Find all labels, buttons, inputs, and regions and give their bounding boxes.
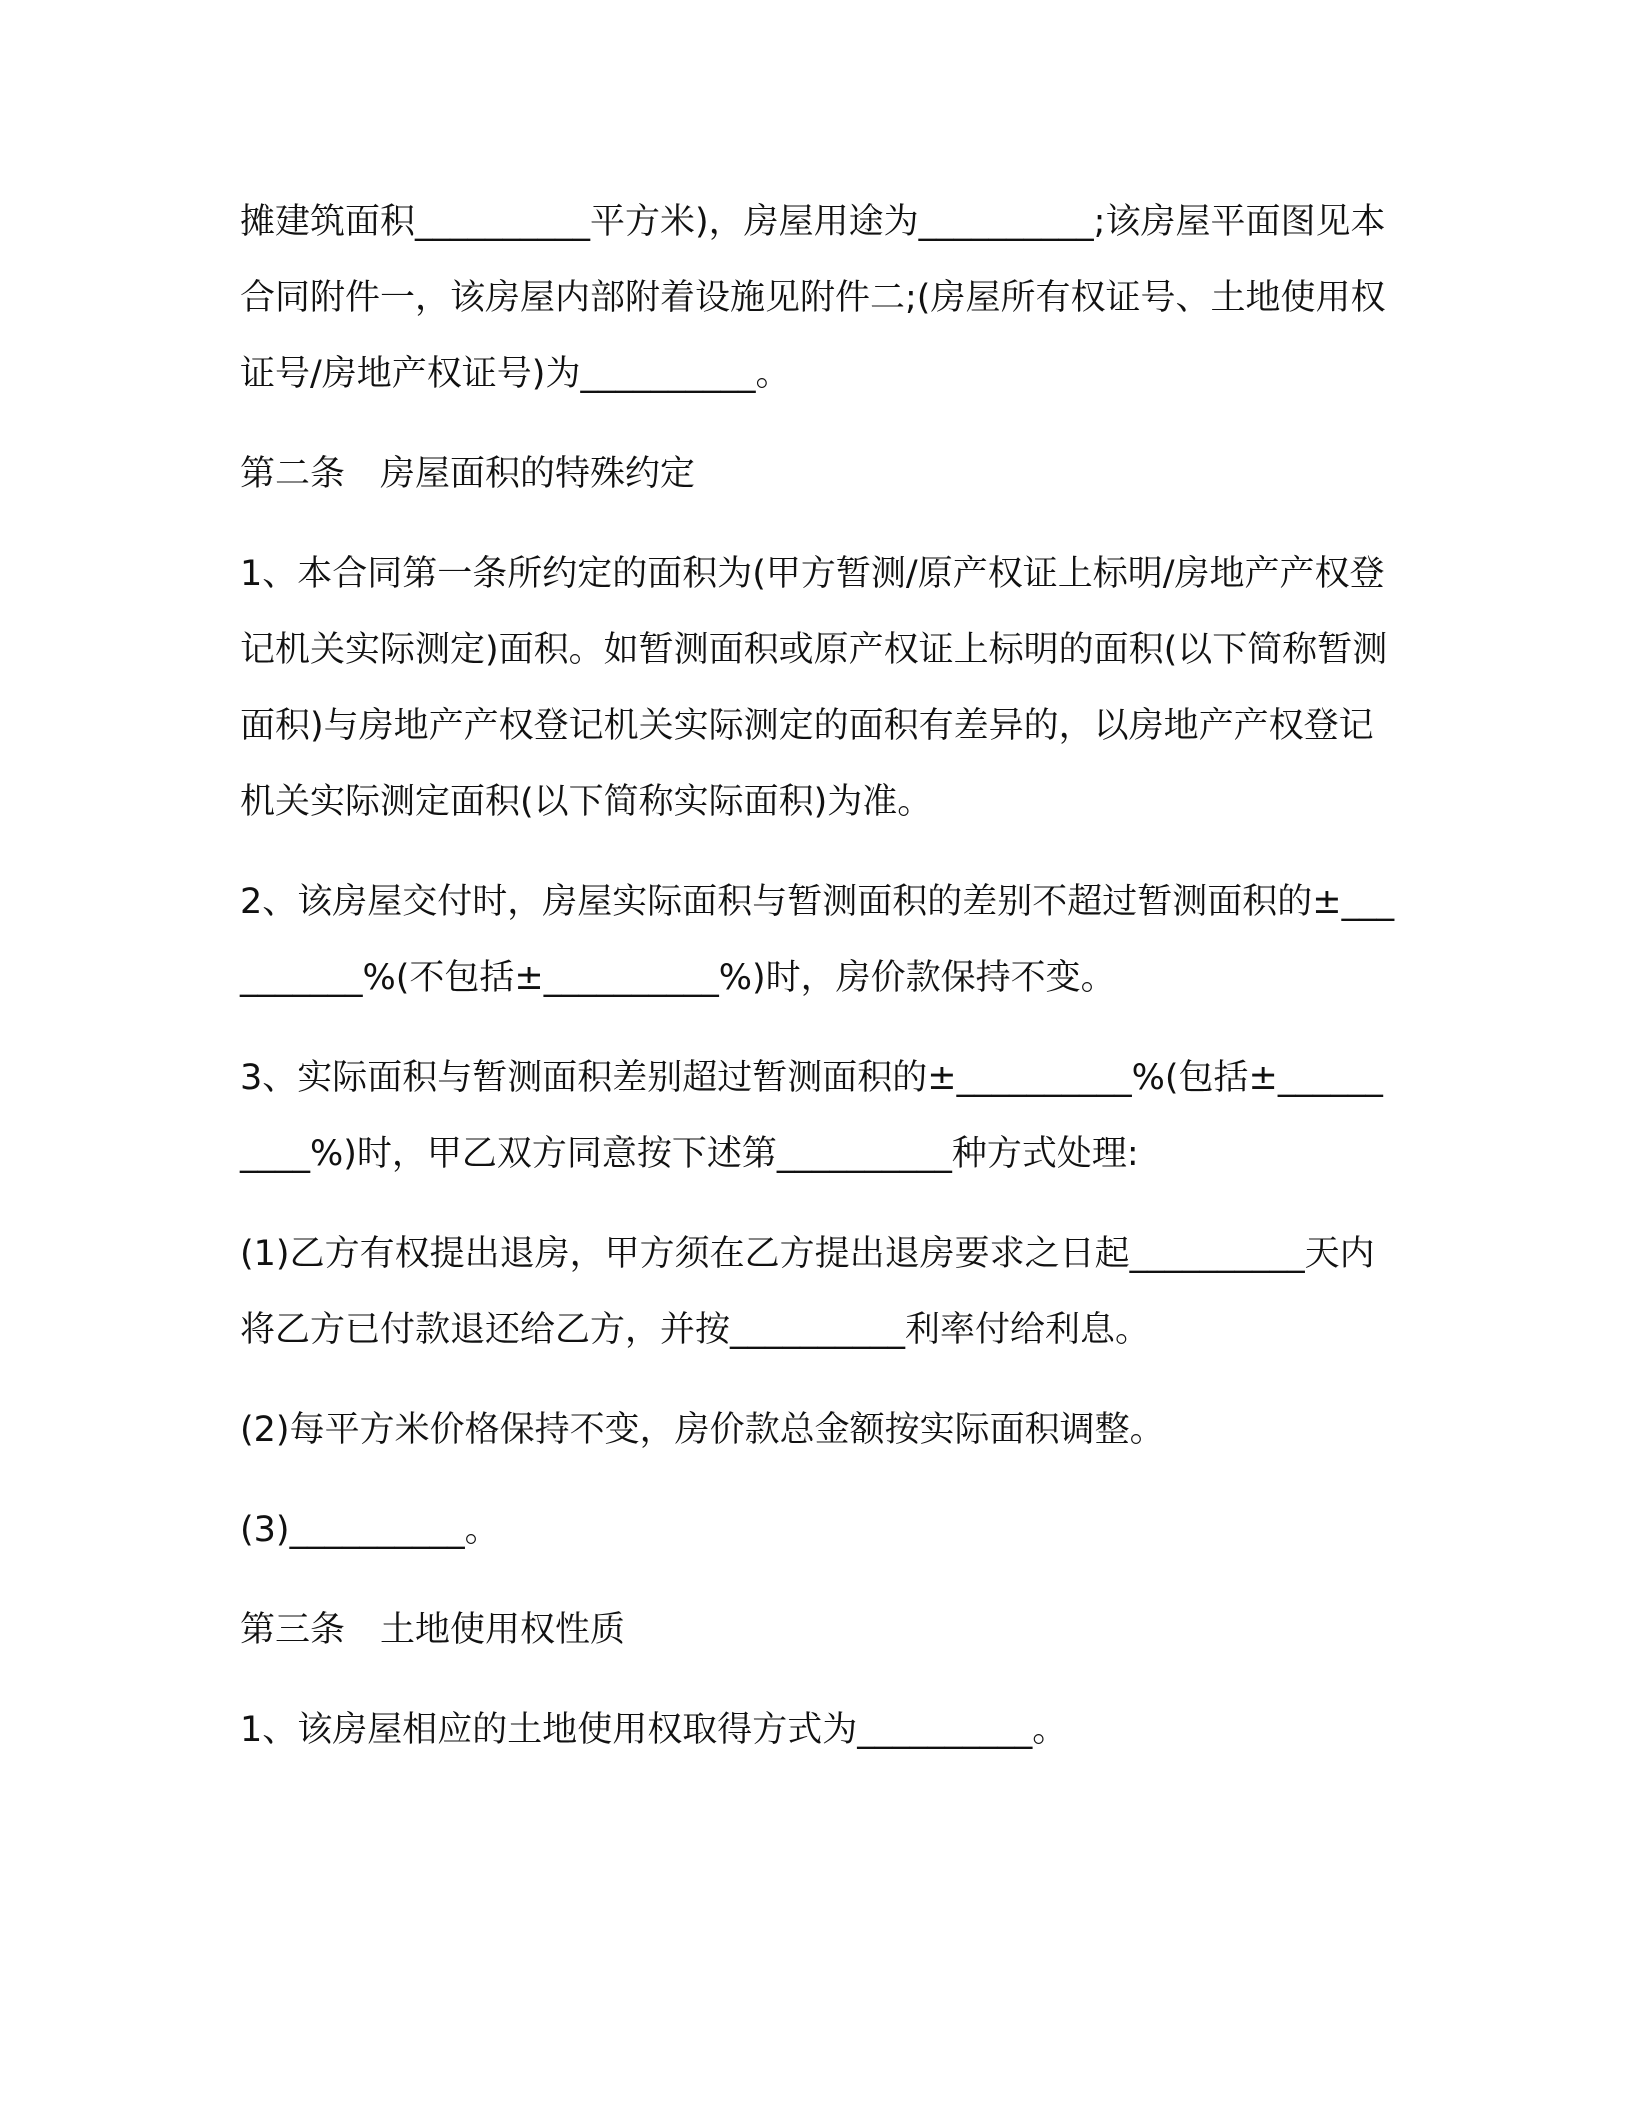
paragraph-2-1: 1、本合同第一条所约定的面积为(甲方暂测/原产权证上标明/房地产产权登记机关实际测定)面积。如暂测面积或原产权证上标明的面积(以下简称暂测面积)与房地产产权登记机关实际测定的面积有差异的，以房地产产权登记机关实际测定面积(以下简称实际面积)为准。 (240, 554, 1388, 822)
heading-article-2: 第二条 房屋面积的特殊约定 (240, 454, 696, 494)
paragraph-area-and-usage: 摊建筑面积__________平方米)，房屋用途为__________;该房屋平面图见本合同附件一，该房屋内部附着设施见附件二;(房屋所有权证号、土地使用权证号/房地产权证号)为__________。 (240, 202, 1386, 394)
document-body (240, 184, 1400, 1792)
paragraph-2-2: 2、该房屋交付时，房屋实际面积与暂测面积的差别不超过暂测面积的±__________%(不包括±__________%)时，房价款保持不变。 (240, 882, 1395, 998)
paragraph-option-2: (2)每平方米价格保持不变，房价款总金额按实际面积调整。 (240, 1410, 1165, 1450)
paragraph-3-1: 1、该房屋相应的土地使用权取得方式为__________。 (240, 1710, 1068, 1750)
paragraph-option-3: (3)__________。 (240, 1510, 500, 1550)
paragraph-2-3: 3、实际面积与暂测面积差别超过暂测面积的±__________%(包括±__________%)时，甲乙双方同意按下述第__________种方式处理: (240, 1058, 1383, 1174)
heading-article-3: 第三条 土地使用权性质 (240, 1610, 626, 1650)
paragraph-option-1: (1)乙方有权提出退房，甲方须在乙方提出退房要求之日起__________天内将乙方已付款退还给乙方，并按__________利率付给利息。 (240, 1234, 1375, 1350)
